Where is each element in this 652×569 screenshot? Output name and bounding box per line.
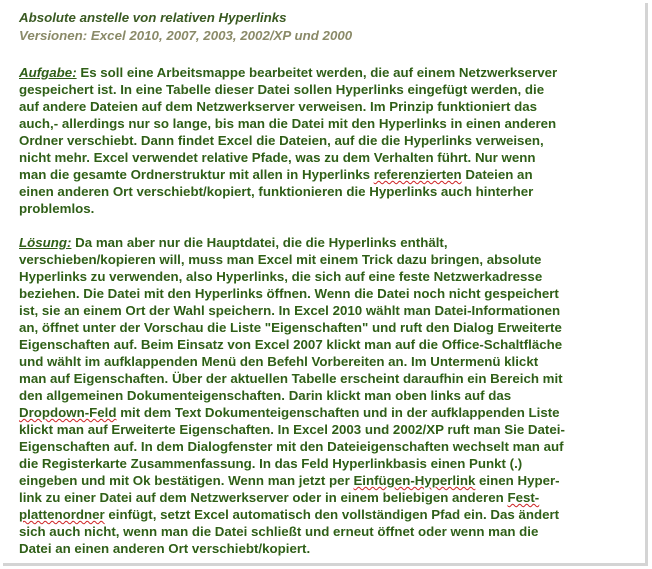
- loesung-line: [19, 234, 448, 251]
- aufgabe-text: Es soll eine Arbeitsmappe bearbeitet werden, die auf einem Netzwerkserver: [76, 65, 558, 80]
- aufgabe-line: auch,- allerdings nur so lange, bis man die Datei mit den Hyperlinks in einen anderen: [19, 116, 557, 131]
- loesung-line: [19, 404, 560, 421]
- loesung-line: klickt man auf Erweiterte Eigenschaften. In Excel 2003 und 2002/XP ruft man Sie Datei-: [19, 422, 565, 437]
- aufgabe-line: [19, 64, 557, 81]
- loesung-line: man auf Eigenschaften. Über der aktuellen Tabelle erscheint daraufhin ein Bereich mit: [19, 371, 563, 386]
- loesung-label: Lösung:: [19, 235, 72, 250]
- aufgabe-line: [19, 166, 533, 183]
- loesung-line: [19, 489, 539, 506]
- aufgabe-line: einen anderen Ort verschiebt/kopiert, funktionieren die Hyperlinks auch hinterher: [19, 184, 534, 199]
- loesung-line: [19, 506, 559, 523]
- spellcheck-word: Einfügen-Hyperlink: [353, 473, 476, 488]
- loesung-line: Eigenschaften auf. In dem Dialogfenster mit den Dateieigenschaften wechselt man auf: [19, 439, 564, 454]
- doc-title: Absolute anstelle von relativen Hyperlinks: [19, 10, 287, 25]
- aufgabe-text: Dateien an: [461, 167, 533, 182]
- loesung-line: Datei an einen anderen Ort verschiebt/kopiert.: [19, 541, 311, 556]
- spellcheck-word: plattenordner: [19, 507, 105, 522]
- loesung-line: sich auch nicht, wenn man die Datei schließt und erneut öffnet oder wenn man die: [19, 524, 539, 539]
- loesung-line: beziehen. Die Datei mit den Hyperlinks öffnen. Wenn die Datei noch nicht gespeichert: [19, 286, 559, 301]
- loesung-line: ist, sie an einem Ort der Wahl speichern. In Excel 2010 wählt man Datei-Informationen: [19, 303, 561, 318]
- loesung-line: verschieben/kopieren will, muss man Excel mit einem Trick dazu bringen, absolute: [19, 252, 542, 267]
- loesung-text: mit dem Text Dokumenteigenschaften und in der aufklappenden Liste: [116, 405, 560, 420]
- loesung-text: Da man aber nur die Hauptdatei, die die Hyperlinks enthält,: [71, 235, 448, 250]
- aufgabe-line: Ordner verschiebt. Dann findet Excel die Dateien, auf die die Hyperlinks verweisen,: [19, 133, 544, 148]
- doc-versions: Versionen: Excel 2010, 2007, 2003, 2002/XP und 2000: [19, 28, 353, 43]
- aufgabe-line: auf andere Dateien auf dem Netzwerkserver verweisen. Im Prinzip funktioniert das: [19, 99, 538, 114]
- loesung-line: und wählt im aufklappenden Menü den Befehl Vorbereiten an. Im Untermenü klickt: [19, 354, 539, 369]
- loesung-text: link zu einer Datei auf dem Netzwerkserver oder in einem beliebigen anderen: [19, 490, 508, 505]
- aufgabe-label: Aufgabe:: [19, 65, 77, 80]
- loesung-line: an, öffnet unter der Vorschau die Liste "Eigenschaften" und ruft den Dialog Erweiterte: [19, 320, 562, 335]
- aufgabe-line: nicht mehr. Excel verwendet relative Pfade, was zu dem Verhalten führt. Nur wenn: [19, 150, 536, 165]
- spellcheck-word: referenzierten: [373, 167, 462, 182]
- aufgabe-line: problemlos.: [19, 201, 95, 216]
- aufgabe-text: man die gesamte Ordnerstruktur mit allen in Hyperlinks: [19, 167, 374, 182]
- loesung-text: einfügt, setzt Excel automatisch den vollständigen Pfad ein. Das ändert: [104, 507, 560, 522]
- spellcheck-word: Dropdown-Feld: [19, 405, 117, 420]
- spellcheck-word: Fest-: [507, 490, 540, 505]
- loesung-text: einen Hyper-: [475, 473, 560, 488]
- loesung-line: den allgemeinen Dokumenteigenschaften. Darin klickt man oben links auf das: [19, 388, 512, 403]
- loesung-line: Eigenschaften auf. Beim Einsatz von Excel 2007 klickt man auf die Office-Schaltfläche: [19, 337, 563, 352]
- loesung-line: die Registerkarte Zusammenfassung. In das Feld Hyperlinkbasis einen Punkt (.): [19, 456, 523, 471]
- aufgabe-line: gespeichert ist. In eine Tabelle dieser Datei sollen Hyperlinks eingefügt werden, die: [19, 82, 545, 97]
- loesung-line: Hyperlinks zu verwenden, also Hyperlinks, die sich auf eine feste Netzwerkadresse: [19, 269, 543, 284]
- loesung-line: [19, 472, 560, 489]
- loesung-text: eingeben und mit Ok bestätigen. Wenn man jetzt per: [19, 473, 354, 488]
